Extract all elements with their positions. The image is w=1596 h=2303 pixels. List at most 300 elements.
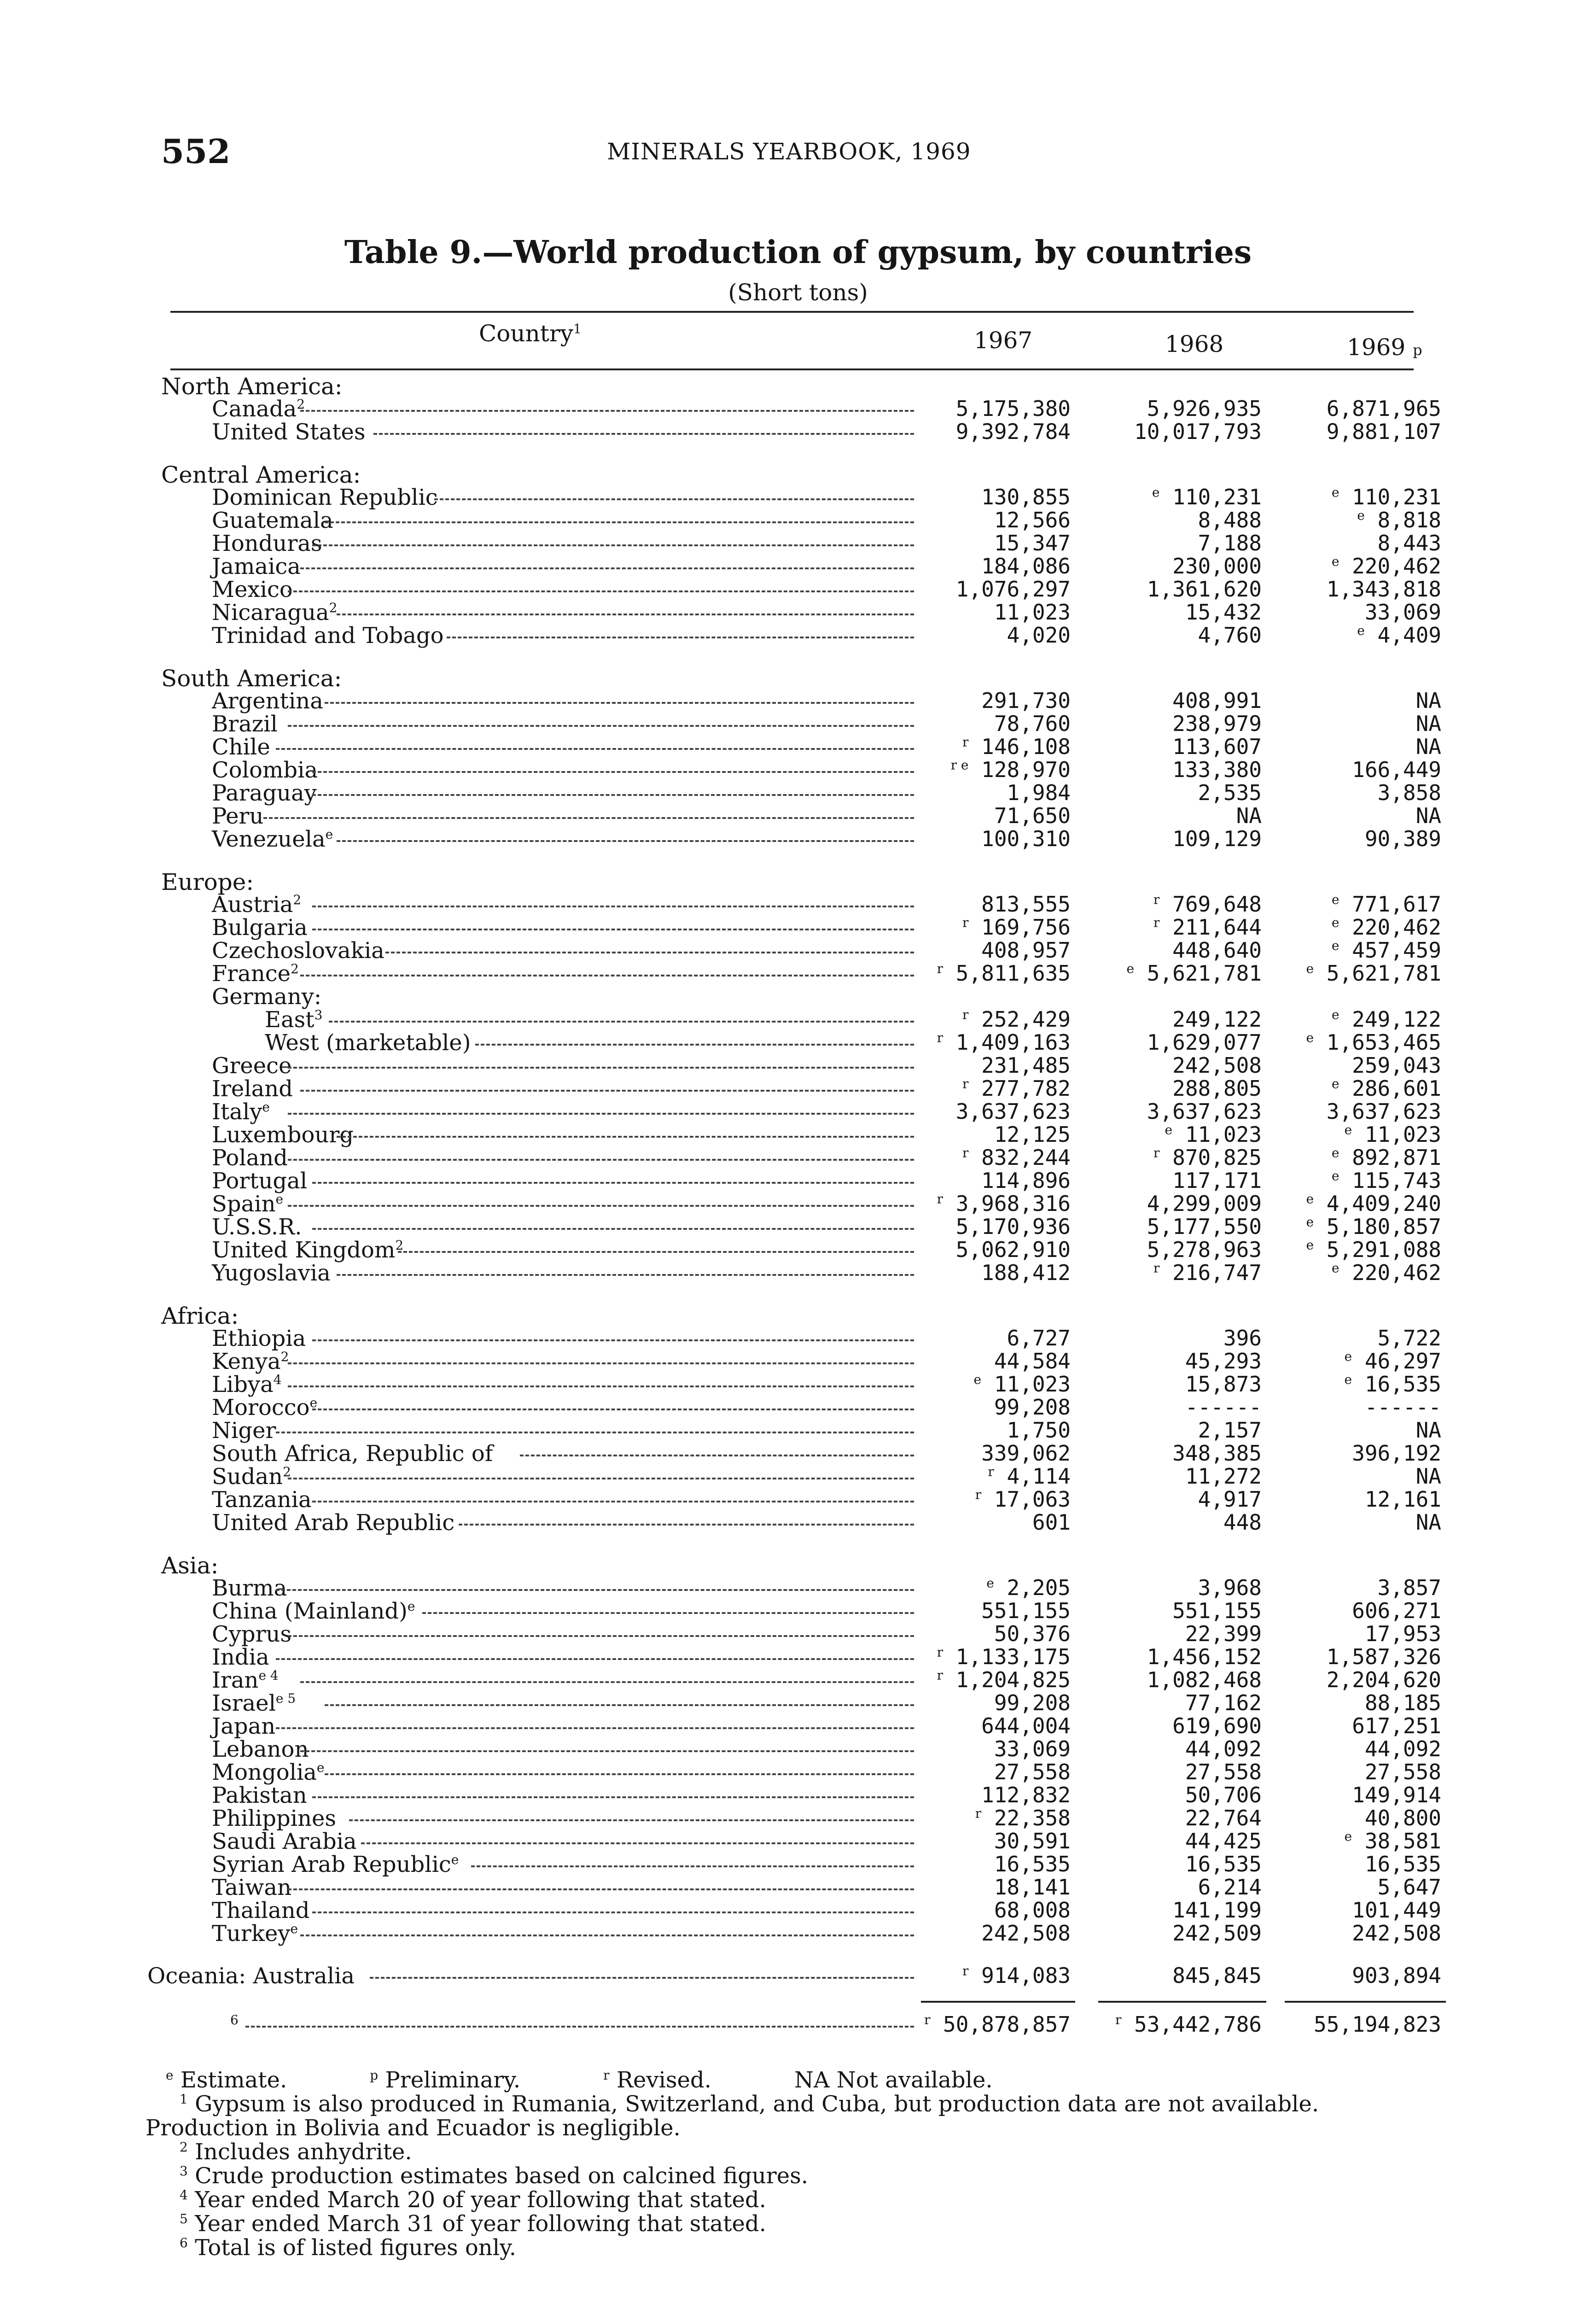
- value-marker: e: [1306, 1214, 1314, 1230]
- legend-text: Estimate.: [180, 2067, 287, 2093]
- leader-dots: [459, 1524, 914, 1526]
- value-number: 448,640: [1172, 938, 1262, 963]
- table-row: [0, 1260, 1596, 1284]
- value-1969: [1352, 1921, 1441, 1946]
- value-number: 230,000: [1172, 554, 1262, 579]
- country-text: India: [212, 1644, 269, 1670]
- value-1967: [994, 1898, 1071, 1923]
- leader-dots: [288, 725, 914, 727]
- column-header-country-text: Country: [479, 320, 574, 347]
- footnote-text: Includes anhydrite.: [195, 2139, 412, 2165]
- value-1967: [981, 1260, 1071, 1285]
- country-text: Syrian Arab Republic: [212, 1852, 451, 1877]
- country-text: Ireland: [212, 1076, 293, 1102]
- value-number: 249,122: [1352, 1007, 1441, 1032]
- country-name: [212, 938, 384, 964]
- page-number: 552: [161, 132, 231, 171]
- country-name: [212, 984, 321, 1010]
- value-1969: [1352, 1898, 1441, 1923]
- value-number: 286,601: [1352, 1076, 1441, 1101]
- value-number: 242,509: [1172, 1921, 1262, 1946]
- leader-dots: [245, 2026, 914, 2028]
- table-row: [0, 892, 1596, 916]
- value-number: 771,617: [1352, 892, 1441, 917]
- country-text: United Kingdom: [212, 1237, 396, 1263]
- country-text: Jamaica: [212, 554, 301, 579]
- value-number: 216,747: [1172, 1260, 1262, 1285]
- value-1967: [956, 396, 1071, 421]
- country-text: Honduras: [212, 531, 322, 556]
- footnote-number: 3: [180, 2163, 188, 2179]
- country-name: [212, 1395, 317, 1420]
- leader-dots: [312, 1182, 914, 1184]
- country-text: Africa:: [161, 1303, 239, 1329]
- value-1967: [937, 1030, 1071, 1055]
- country-text: Turkey: [212, 1921, 291, 1946]
- value-number: 348,385: [1172, 1441, 1262, 1466]
- country-name: [212, 1667, 279, 1693]
- value-number: 396,192: [1352, 1441, 1441, 1466]
- value-number: 99,208: [994, 1395, 1071, 1420]
- country-name: [212, 1921, 298, 1946]
- value-number: NA: [1415, 734, 1441, 759]
- value-number: 845,845: [1172, 1963, 1262, 1988]
- leader-dots: [325, 702, 914, 704]
- column-header-country-note: 1: [573, 321, 582, 337]
- leader-dots: [300, 975, 914, 976]
- country-name: [212, 1644, 269, 1670]
- value-number: 892,871: [1352, 1145, 1441, 1170]
- value-1967: [994, 1736, 1071, 1761]
- table-row: [0, 1829, 1596, 1853]
- value-number: 40,800: [1364, 1806, 1441, 1830]
- value-number: 2,204,620: [1326, 1667, 1441, 1692]
- table-row: [0, 577, 1596, 601]
- value-1967: [994, 531, 1071, 555]
- value-number: 6,871,965: [1326, 396, 1441, 421]
- value-1967: [981, 1168, 1071, 1193]
- value-1967: [937, 1191, 1071, 1216]
- value-marker: e: [1331, 554, 1340, 569]
- value-number: 50,376: [994, 1621, 1071, 1646]
- value-1968: [1172, 1168, 1262, 1193]
- value-1969: [1357, 623, 1441, 648]
- value-1968: [1172, 938, 1262, 963]
- country-text: Europe:: [161, 869, 254, 895]
- legend-mark: r: [603, 2068, 610, 2083]
- value-1968: [1172, 1076, 1262, 1101]
- country-name: [212, 1053, 291, 1079]
- value-number: 769,648: [1172, 892, 1262, 917]
- value-1969: [1327, 1644, 1441, 1669]
- value-marker: e: [986, 1575, 994, 1591]
- footnote-mark: e: [275, 1192, 284, 1207]
- value-1968: [1198, 531, 1262, 555]
- value-number: 44,092: [1364, 1736, 1441, 1761]
- value-1967: [981, 938, 1071, 963]
- footnote-line: [180, 2163, 808, 2189]
- leader-dots: [312, 794, 914, 796]
- value-1969: [1416, 1464, 1441, 1489]
- value-1967: [951, 757, 1071, 782]
- table-row: [0, 508, 1596, 532]
- value-1967: [1032, 1510, 1071, 1535]
- country-text: North America:: [161, 373, 343, 400]
- table-row: [0, 938, 1596, 962]
- value-1968: [1185, 1852, 1262, 1876]
- value-number: 5,811,635: [955, 961, 1071, 986]
- country-name: [230, 2012, 239, 2038]
- table-row: [0, 419, 1596, 443]
- country-name: [212, 915, 308, 941]
- country-text: Spain: [212, 1191, 276, 1217]
- table-row: [0, 1464, 1596, 1488]
- value-marker: e: [1331, 1260, 1340, 1276]
- column-header-1969-note: p: [1413, 341, 1422, 359]
- footnote-mark: e: [309, 1395, 318, 1410]
- leader-dots: [312, 929, 914, 930]
- country-text: Sudan: [212, 1464, 283, 1490]
- value-number: 291,730: [981, 688, 1071, 713]
- country-name: [212, 780, 317, 806]
- country-name: [212, 1621, 291, 1647]
- leader-dots: [288, 1067, 914, 1069]
- country-text: Philippines: [212, 1806, 337, 1831]
- value-number: 3,857: [1377, 1575, 1441, 1600]
- value-number: 551,155: [981, 1598, 1071, 1623]
- value-number: 220,462: [1352, 915, 1441, 940]
- leader-dots: [263, 817, 914, 819]
- leader-dots: [312, 1796, 914, 1798]
- country-name: [212, 554, 301, 579]
- leader-dots: [288, 590, 914, 592]
- table-row: [0, 1898, 1596, 1922]
- country-text: South America:: [161, 665, 342, 692]
- value-number: 288,805: [1172, 1076, 1262, 1101]
- value-marker: r: [962, 734, 969, 750]
- value-1968: [1172, 734, 1262, 759]
- country-text: Asia:: [161, 1552, 219, 1579]
- value-number: 644,004: [981, 1713, 1071, 1738]
- value-number: 259,043: [1352, 1053, 1441, 1078]
- value-number: 1,361,620: [1147, 577, 1262, 602]
- value-number: 3,637,623: [1326, 1099, 1441, 1124]
- value-1969: [1378, 1326, 1441, 1350]
- value-number: NA: [1415, 803, 1441, 828]
- leader-dots: [434, 498, 914, 500]
- country-name: [212, 1852, 459, 1877]
- value-number: 5,180,857: [1326, 1214, 1441, 1239]
- leader-dots: [337, 840, 914, 842]
- table-row: [0, 600, 1596, 624]
- value-1969: [1352, 1713, 1441, 1738]
- country-name: [212, 485, 438, 510]
- value-marker: r: [962, 1145, 969, 1161]
- country-text: Venezuela: [212, 826, 326, 852]
- value-marker: e: [1344, 1829, 1352, 1844]
- country-text: Cyprus: [212, 1621, 292, 1647]
- value-1968: [1185, 1372, 1262, 1397]
- value-1969: [1352, 1053, 1441, 1078]
- leader-dots: [370, 1977, 914, 1979]
- column-header-1967: 1967: [974, 327, 1033, 354]
- value-number: 112,832: [981, 1783, 1071, 1807]
- footnote-number: 5: [180, 2211, 188, 2227]
- table-row: [0, 1713, 1596, 1737]
- value-1967: [981, 554, 1071, 579]
- value-number: 6,214: [1198, 1875, 1262, 1900]
- value-1969: [1306, 1214, 1441, 1239]
- value-number: 396: [1223, 1326, 1262, 1350]
- value-number: 3,637,623: [1147, 1099, 1262, 1124]
- value-1968: [1147, 1667, 1262, 1692]
- country-name: [212, 1510, 454, 1536]
- value-marker: e: [1344, 1372, 1352, 1387]
- country-text: United States: [212, 419, 366, 445]
- country-text: Taiwan: [212, 1875, 291, 1900]
- table-row: [0, 780, 1596, 804]
- value-number: NA: [1415, 1510, 1441, 1535]
- value-number: 211,644: [1172, 915, 1262, 940]
- country-text: Nicaragua: [212, 600, 329, 625]
- footnote-line: [180, 2235, 516, 2261]
- value-1967: [981, 1053, 1071, 1078]
- country-name: [212, 1598, 415, 1624]
- value-number: 1,343,818: [1326, 577, 1441, 602]
- value-number: 44,584: [994, 1349, 1071, 1374]
- value-number: 50,878,857: [943, 2012, 1071, 2037]
- footnote-text: Production in Bolivia and Ecuador is negligible.: [146, 2115, 681, 2141]
- value-1969: [1357, 508, 1441, 532]
- value-1967: [994, 600, 1071, 625]
- value-number: 12,125: [994, 1122, 1071, 1147]
- table-row: [0, 803, 1596, 827]
- value-1968: [1198, 1575, 1262, 1600]
- country-text: Pakistan: [212, 1783, 307, 1808]
- country-name: [212, 531, 322, 556]
- country-name: [212, 711, 278, 737]
- value-1968: [1198, 508, 1262, 532]
- value-number: 448: [1223, 1510, 1262, 1535]
- country-name: [212, 1191, 283, 1217]
- value-number: 27,558: [1185, 1759, 1262, 1784]
- value-number: 12,566: [994, 508, 1071, 532]
- value-1968: [1147, 1191, 1262, 1216]
- value-1967: [962, 915, 1071, 940]
- leader-dots: [288, 1888, 914, 1890]
- leader-dots: [276, 1658, 914, 1660]
- country-name: [212, 1487, 312, 1513]
- leader-dots: [312, 1911, 914, 1913]
- value-marker: e: [1357, 508, 1365, 523]
- value-1968: [1147, 1214, 1262, 1239]
- value-number: 242,508: [1172, 1053, 1262, 1078]
- footnote-mark: 2: [329, 600, 338, 615]
- legend-text: Preliminary.: [385, 2067, 521, 2093]
- value-marker: e: [1152, 485, 1160, 500]
- value-number: 27,558: [994, 1759, 1071, 1784]
- value-marker: e: [1306, 1030, 1314, 1046]
- leader-dots: [520, 1455, 914, 1456]
- value-1967: [937, 1667, 1071, 1692]
- value-number: 141,199: [1172, 1898, 1262, 1923]
- leader-dots: [325, 521, 914, 523]
- value-number: 184,086: [981, 554, 1071, 579]
- value-marker: r: [937, 1030, 944, 1046]
- value-1967: [981, 688, 1071, 713]
- value-1968: [1185, 1464, 1262, 1489]
- leader-dots: [422, 1612, 914, 1614]
- value-1967: [924, 2012, 1071, 2037]
- table-row: [0, 1441, 1596, 1465]
- country-name: [212, 826, 333, 852]
- value-1969: [1365, 1852, 1441, 1876]
- table-row: [0, 915, 1596, 939]
- country-name: [212, 419, 366, 445]
- table-row: [0, 1122, 1596, 1146]
- country-name: [265, 1030, 471, 1056]
- value-number: ------: [1364, 1395, 1441, 1420]
- value-1969: [1332, 1007, 1441, 1032]
- value-1968: [1172, 711, 1262, 736]
- table-row: [0, 1237, 1596, 1261]
- table-row: [0, 1667, 1596, 1691]
- value-1967: [1007, 1326, 1071, 1350]
- value-1969: [1365, 600, 1441, 625]
- value-1967: [981, 892, 1071, 917]
- country-name: [212, 1806, 336, 1831]
- value-number: 1,204,825: [955, 1667, 1071, 1692]
- value-number: 2,535: [1198, 780, 1262, 805]
- leader-dots: [337, 614, 914, 615]
- footnote-mark: 2: [280, 1349, 289, 1364]
- table-row: [0, 1921, 1596, 1945]
- leader-dots: [312, 544, 914, 546]
- value-number: 15,347: [994, 531, 1071, 555]
- value-number: 188,412: [981, 1260, 1071, 1285]
- footnote-number: 1: [180, 2092, 188, 2107]
- value-number: 619,690: [1172, 1713, 1262, 1738]
- value-1968: [1172, 826, 1262, 851]
- value-number: 1,653,465: [1326, 1030, 1441, 1055]
- total-rule: [1285, 2001, 1446, 2003]
- country-text: Dominican Republic: [212, 485, 438, 510]
- value-number: 551,155: [1172, 1598, 1262, 1623]
- value-1967: [981, 1921, 1071, 1946]
- value-1967: [956, 577, 1071, 602]
- country-text: Trinidad and Tobago: [212, 623, 444, 649]
- table-row: [0, 1372, 1596, 1396]
- value-1969: [1345, 1122, 1441, 1147]
- country-name: [212, 734, 270, 760]
- value-marker: e: [1331, 892, 1340, 907]
- value-number: 4,409: [1377, 623, 1441, 648]
- value-marker: e: [973, 1372, 982, 1387]
- value-1968: [1172, 757, 1262, 782]
- leader-dots: [300, 410, 914, 412]
- value-1968: [1172, 1921, 1262, 1946]
- value-1969: [1352, 1783, 1441, 1807]
- leader-dots: [312, 1339, 914, 1341]
- country-text: Austria: [212, 892, 293, 918]
- value-marker: e: [1306, 1237, 1314, 1253]
- country-text: Luxembourg: [212, 1122, 354, 1148]
- value-number: 1,456,152: [1147, 1644, 1262, 1669]
- value-marker: e: [1344, 1122, 1352, 1138]
- footnote-mark: 6: [230, 2012, 239, 2028]
- value-number: 252,429: [981, 1007, 1071, 1032]
- country-name: [212, 1418, 276, 1444]
- country-name: [212, 1690, 296, 1716]
- value-1968: [1198, 1875, 1262, 1900]
- table-row: [0, 1736, 1596, 1760]
- value-1969: [1416, 711, 1441, 736]
- value-marker: r: [962, 915, 969, 930]
- value-1969: [1327, 1099, 1441, 1124]
- value-number: 166,449: [1352, 757, 1441, 782]
- value-number: 109,129: [1172, 826, 1262, 851]
- country-name: [265, 1007, 322, 1033]
- value-number: 1,409,163: [955, 1030, 1071, 1055]
- table-row: [0, 1598, 1596, 1622]
- legend-item: [794, 2067, 1034, 2093]
- value-1967: [962, 1145, 1071, 1170]
- footnote-text: Year ended March 31 of year following that stated.: [195, 2211, 766, 2237]
- value-number: 617,251: [1352, 1713, 1441, 1738]
- value-marker: r: [937, 1191, 944, 1207]
- value-1968: [1153, 1145, 1262, 1170]
- value-number: 5,647: [1377, 1875, 1441, 1900]
- value-1968: [1172, 1007, 1262, 1032]
- footnote-mark: e: [451, 1852, 459, 1867]
- country-text: Italy: [212, 1099, 262, 1125]
- footnote-mark: e 4: [258, 1668, 279, 1683]
- footnote-mark: e: [316, 1760, 325, 1775]
- value-number: 10,017,793: [1134, 419, 1262, 444]
- value-number: 8,443: [1377, 531, 1441, 555]
- value-number: 5,177,550: [1147, 1214, 1262, 1239]
- table-row: [0, 1076, 1596, 1100]
- leader-dots: [300, 567, 914, 569]
- value-1969: [1332, 1168, 1441, 1193]
- table-row: [0, 1487, 1596, 1511]
- value-1968: [1147, 577, 1262, 602]
- value-1968: [1147, 1030, 1262, 1055]
- country-name: [212, 396, 305, 422]
- value-1968: [1147, 1237, 1262, 1262]
- value-1967: [994, 1852, 1071, 1876]
- value-number: 339,062: [981, 1441, 1071, 1466]
- value-number: 146,108: [981, 734, 1071, 759]
- footnote-line: [146, 2115, 681, 2141]
- value-number: 408,957: [981, 938, 1071, 963]
- value-number: 114,896: [981, 1168, 1071, 1193]
- value-1968: [1185, 1621, 1262, 1646]
- value-1967: [981, 1441, 1071, 1466]
- value-number: 238,979: [1172, 711, 1262, 736]
- value-1967: [962, 1007, 1071, 1032]
- table-row: [0, 2012, 1596, 2036]
- value-1969: [1365, 1806, 1441, 1830]
- value-number: 1,587,326: [1326, 1644, 1441, 1669]
- value-marker: r: [924, 2012, 931, 2028]
- country-name: [212, 1326, 306, 1351]
- country-name: [212, 623, 444, 649]
- country-text: Oceania: Australia: [147, 1963, 355, 1989]
- value-number: 1,076,297: [955, 577, 1071, 602]
- leader-dots: [312, 906, 914, 907]
- value-number: 870,825: [1172, 1145, 1262, 1170]
